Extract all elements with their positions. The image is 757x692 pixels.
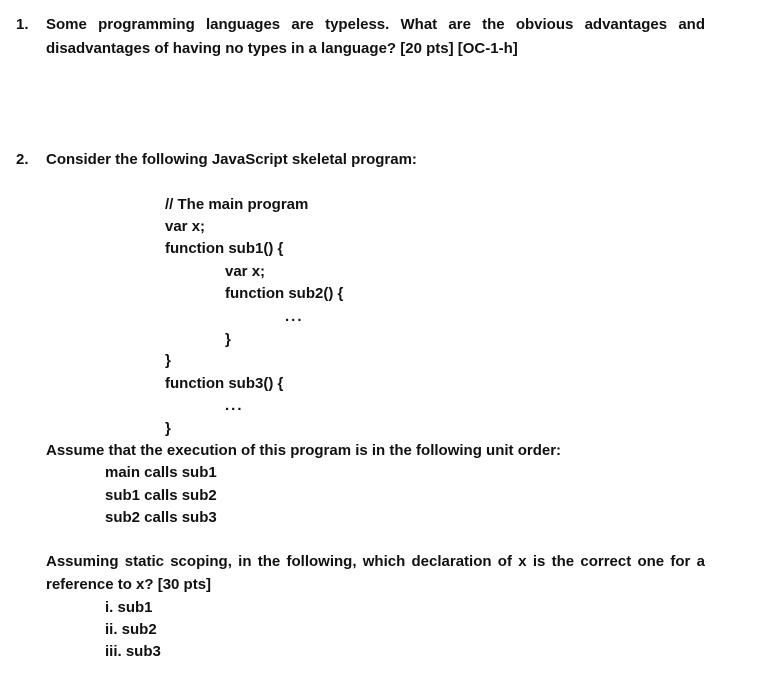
question-2-number: 2. xyxy=(16,151,29,168)
code-sub1-close-brace: } xyxy=(165,352,171,369)
question-1-line-1: Some programming languages are typeless. What are the obvious advantages and xyxy=(46,16,705,33)
question-2-prompt-line-1: Assuming static scoping, in the following, which declaration of x is the correct one for a xyxy=(46,553,705,570)
question-1-number: 1. xyxy=(16,16,29,33)
code-sub3-declaration: function sub3() { xyxy=(165,375,284,392)
code-var-x-sub1: var x; xyxy=(225,263,266,280)
option-ii: ii. sub2 xyxy=(105,621,157,638)
call-order-item: sub2 calls sub3 xyxy=(105,509,217,526)
call-order-item: sub1 calls sub2 xyxy=(105,487,217,504)
question-2-prompt-line-2: reference to x? [30 pts] xyxy=(46,576,212,593)
code-sub2-body-ellipsis: ... xyxy=(285,308,304,325)
code-comment: // The main program xyxy=(165,196,309,213)
option-i: i. sub1 xyxy=(105,599,153,616)
code-sub2-close-brace: } xyxy=(225,331,231,348)
assume-text: Assume that the execution of this program is in the following unit order: xyxy=(46,442,562,459)
option-iii: iii. sub3 xyxy=(105,643,161,660)
call-order-item: main calls sub1 xyxy=(105,464,217,481)
question-1-line-2: disadvantages of having no types in a language? [20 pts] [OC-1-h] xyxy=(46,40,518,57)
code-sub1-declaration: function sub1() { xyxy=(165,240,284,257)
code-sub3-close-brace: } xyxy=(165,420,171,437)
code-sub2-declaration: function sub2() { xyxy=(225,285,344,302)
code-var-x-main: var x; xyxy=(165,218,206,235)
code-sub3-body-ellipsis: ... xyxy=(225,397,244,414)
question-2-intro: Consider the following JavaScript skeletal program: xyxy=(46,151,417,168)
